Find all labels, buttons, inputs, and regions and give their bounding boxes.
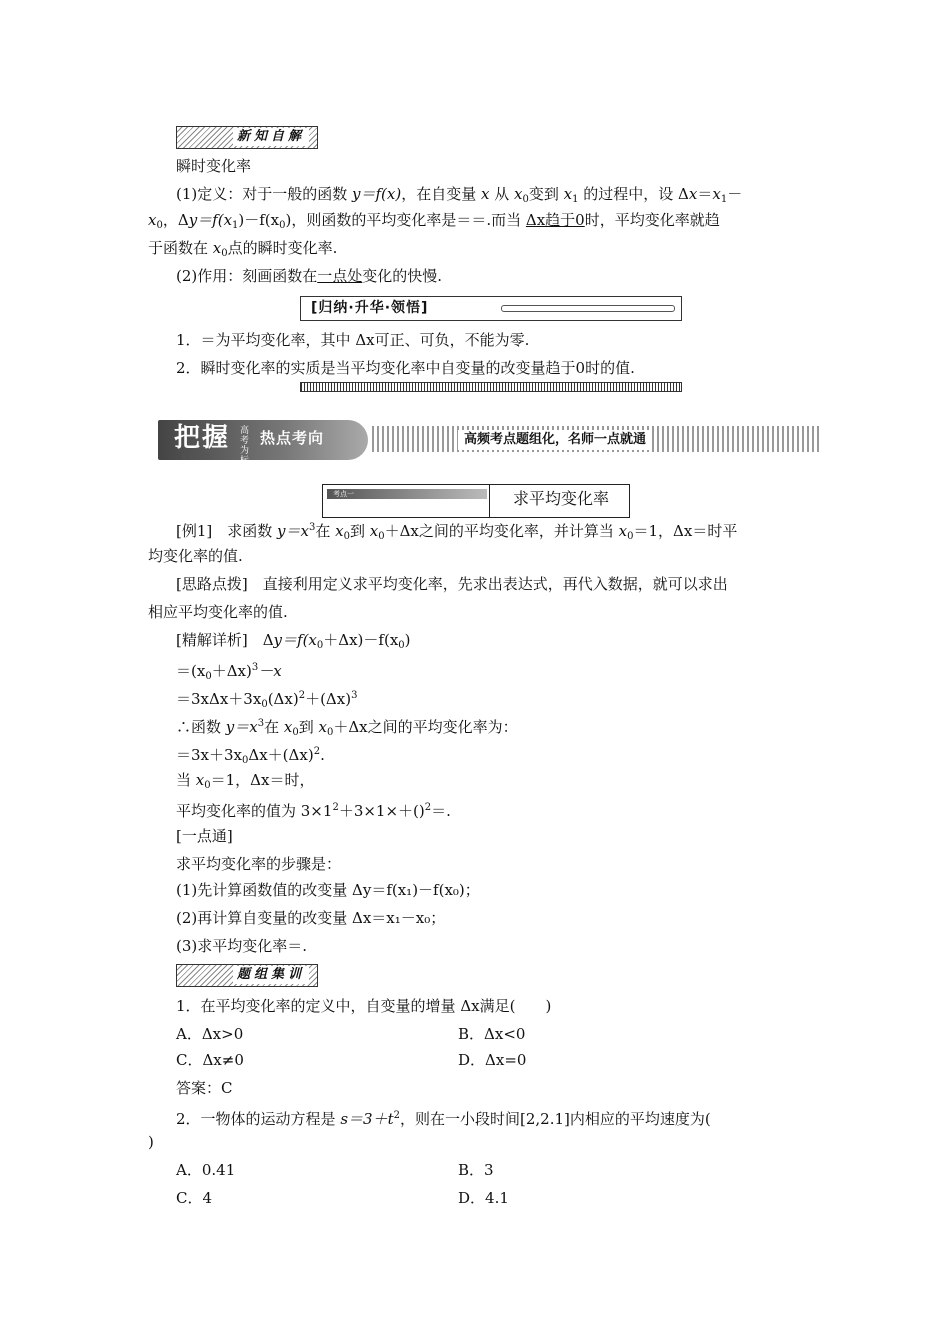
example-line-2: 均变化率的值.: [148, 547, 243, 565]
q2-option-a: A．0.41: [176, 1161, 236, 1179]
hint-line-2: 相应平均变化率的值.: [148, 603, 288, 621]
summary-point-2: 2．瞬时变化率的实质是当平均变化率中自变量的改变量趋于0时的值.: [176, 359, 635, 377]
solution-line-6: 当 $x_0=1$，Δx＝时，: [176, 771, 315, 791]
summary-header-label: [归纳·升华·领悟]: [311, 300, 429, 316]
solution-line-1: [精解详析] $\Delta y=f(x_0+\Delta x)-f(x_0)$: [176, 631, 411, 651]
summary-header: [300, 296, 682, 321]
hot-topics-banner: [158, 420, 820, 464]
step-1: (1)先计算函数值的改变量 Δy＝f(x₁)－f(x₀)；: [176, 881, 480, 899]
q1-option-a: A．Δx>0: [176, 1025, 244, 1043]
separator-bar: [300, 382, 682, 392]
banner-pinyin: BAWO: [182, 453, 212, 461]
question-1: 1．在平均变化率的定义中，自变量的增量 Δx满足( ): [176, 997, 552, 1015]
topic-label-strip: [327, 489, 487, 499]
section-badge-practice: [176, 964, 318, 987]
solution-line-2: $=(x_0+\Delta x)^3-x$: [176, 662, 282, 682]
question-2-continued: ): [148, 1133, 154, 1151]
q2-option-c: C．4: [176, 1189, 213, 1207]
question-2: 2．一物体的运动方程是 $s=3+t^2$，则在一小段时间[2,2.1]内相应的平均速度为(: [176, 1110, 711, 1128]
section-badge-new-knowledge: [176, 126, 318, 149]
banner-hot-text: 热点考向: [260, 429, 325, 447]
q1-option-c: C．Δx≠0: [176, 1051, 244, 1069]
step-2: (2)再计算自变量的改变量 Δx＝x₁－x₀；: [176, 909, 446, 927]
q2-option-b: B．3: [458, 1161, 494, 1179]
badge-label: 题组集训: [233, 966, 309, 984]
topic-title: 求平均变化率: [513, 489, 610, 508]
steps-title: 求平均变化率的步骤是：: [176, 855, 342, 873]
section-title: 瞬时变化率: [176, 157, 252, 175]
definition-line-3: 于函数在 $x_0$点的瞬时变化率.: [148, 239, 338, 259]
solution-line-7: 平均变化率的值为 $3\times 1^2+3\times 1\times+()^2=$.: [176, 802, 451, 820]
q1-option-b: B．Δx<0: [458, 1025, 526, 1043]
q1-option-d: D．Δx=0: [458, 1051, 527, 1069]
topic-box: [322, 484, 630, 518]
solution-line-5: $=3x+3x_0\Delta x+(\Delta x)^2$.: [176, 746, 325, 766]
badge-label: 新知自解: [233, 128, 309, 146]
topic-label: 考点一: [333, 490, 354, 498]
tip-heading: [一点通]: [176, 827, 233, 845]
topic-divider: [489, 485, 490, 517]
solution-line-3: $=3x\Delta x+3x_0(\Delta x)^2+(\Delta x)^3$: [176, 690, 358, 710]
hint-line-1: [思路点拨] 直接利用定义求平均变化率，先求出表达式，再代入数据，就可以求出: [176, 575, 728, 593]
answer-1: 答案：C: [176, 1079, 233, 1097]
example-line-1: [例1] 求函数 $y=x^3$在 $x_0$到 $x_0+\Delta x$之间的平均变化率，并计算当 $x_0=1$，Δx＝时平: [176, 522, 738, 542]
banner-big-text: 把握: [174, 423, 231, 453]
q2-option-d: D．4.1: [458, 1189, 509, 1207]
definition-line-2: $x_0$，$\Delta y=f(x_1)-f(x_0)$，则函数的平均变化率是＝＝.而当 Δx趋于0时，平均变化率就趋: [148, 211, 720, 231]
solution-line-4: ∴函数 $y=x^3$在 $x_0$到 $x_0+\Delta x$之间的平均变化率为：: [176, 718, 518, 738]
role-line: (2)作用：刻画函数在一点处变化的快慢.: [176, 267, 443, 285]
banner-small-text: 高考为标: [240, 426, 250, 466]
definition-line-1: (1)定义：对于一般的函数 y＝f(x)，在自变量 x 从 $x_0$变到 $x_1$ 的过程中，设 $\Delta x=x_1-$: [176, 185, 743, 205]
summary-point-1: 1．＝为平均变化率，其中 Δx可正、可负，不能为零.: [176, 331, 530, 349]
header-decor-bar: [501, 305, 675, 312]
banner-tagline: 高频考点题组化，名师一点就通: [458, 430, 652, 450]
step-3: (3)求平均变化率＝.: [176, 937, 308, 955]
